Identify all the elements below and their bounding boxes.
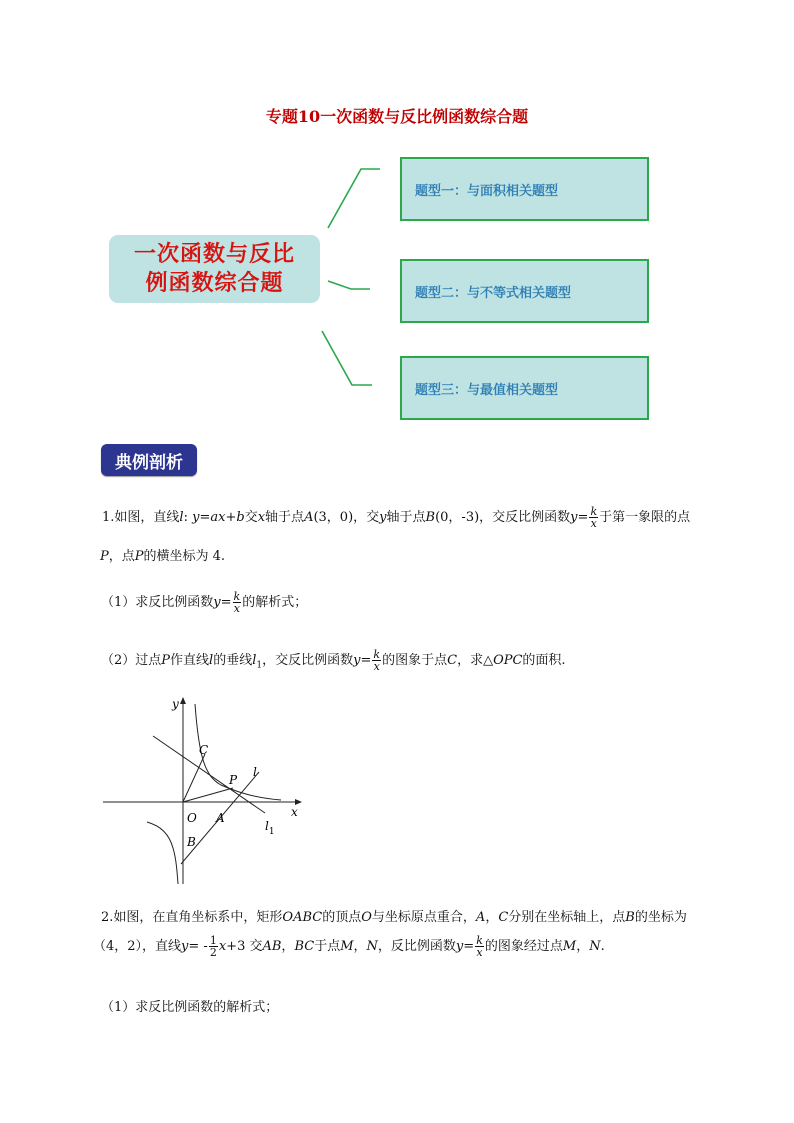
q1-text: ，交反比例函数	[262, 653, 354, 668]
mindmap-type-1	[400, 157, 649, 221]
q1-text: 的图象于点	[382, 653, 448, 668]
q2-var: M	[340, 939, 354, 954]
frac-denominator: x	[373, 660, 380, 673]
q2-text: ，	[281, 939, 295, 954]
frac-numerator: 1	[209, 934, 217, 947]
type-3-label: 题型三：与最值相关题型	[415, 382, 559, 398]
frac-denominator: x	[590, 517, 597, 530]
q1-number: 1.	[102, 510, 115, 525]
q2-part1: （1）求反比例函数的解析式；	[101, 1000, 279, 1015]
q1-var: l	[179, 510, 184, 525]
q1-text: ，点	[108, 549, 135, 564]
q1-var: P	[100, 549, 109, 564]
q2-text: 于点	[314, 939, 341, 954]
q1-figure	[95, 688, 315, 888]
q1-text: （1）求反比例函数	[101, 595, 214, 610]
frac-numerator: k	[373, 648, 381, 661]
fig-label-a: A	[216, 811, 225, 825]
fig-label-l1	[265, 819, 275, 837]
q1-part1	[101, 591, 307, 614]
q2-text: +3 交	[226, 939, 263, 954]
fig-label-x: x	[291, 805, 298, 819]
q1-var: l	[209, 653, 214, 668]
q2-text: 与坐标原点重合，	[371, 910, 476, 925]
q2-var: A	[475, 910, 486, 925]
q2-text: ，	[353, 939, 367, 954]
q2-text: ，	[576, 939, 590, 954]
q1-p1-fraction	[233, 591, 242, 614]
q1-p2-fraction	[372, 649, 381, 672]
mindmap-center-line1: 一次函数与反比	[133, 241, 295, 267]
page-title: 专题10一次函数与反比例函数综合题	[265, 107, 529, 126]
q2-var: AB	[262, 939, 282, 954]
hyperbola-q3	[147, 822, 178, 884]
q1-text: (0，-3)，交反比例函数	[435, 510, 571, 525]
mindmap-center-line2: 例函数综合题	[145, 270, 284, 296]
fig-label-y: y	[172, 697, 179, 711]
segment-op	[183, 788, 233, 802]
q2-line1	[101, 906, 687, 925]
fig-label-c: C	[199, 743, 209, 757]
q2-var: M	[562, 939, 577, 954]
q1-var: P	[161, 653, 171, 668]
q1-var: B	[425, 510, 436, 525]
q1-var: l	[252, 653, 257, 668]
q1-text: =	[360, 653, 372, 668]
q1-fraction	[589, 506, 598, 529]
q2-var: y	[455, 939, 464, 954]
segment-oc	[183, 754, 205, 802]
q1-var: A	[304, 510, 314, 525]
q1-var: y	[570, 510, 578, 525]
q1-text: 作直线	[170, 653, 210, 668]
fig-label-l: l	[253, 765, 257, 779]
q1-text: 的横坐标为 4.	[143, 549, 226, 564]
q2-text: 的图象经过点	[484, 939, 563, 954]
q2-var: y	[181, 939, 189, 954]
q1-text: 的面积.	[522, 653, 566, 668]
q1-text: 如图，直线	[114, 510, 180, 525]
frac-denominator: 2	[209, 946, 217, 959]
q2-var: O	[361, 910, 372, 925]
mindmap-type-2	[400, 259, 649, 323]
q2-var: x	[218, 939, 227, 954]
q1-text: =	[220, 595, 232, 610]
q1-text: 的垂线	[213, 653, 253, 668]
mindmap-type-3	[400, 356, 649, 420]
q1-text: 的解析式；	[242, 595, 308, 610]
q1-text: :	[183, 510, 193, 525]
q2-text: 如图，在直角坐标系中，矩形	[113, 910, 283, 925]
q1-part2	[101, 649, 566, 672]
q1-text: =	[577, 510, 589, 525]
frac-numerator: k	[476, 934, 483, 947]
q1-var: C	[447, 653, 458, 668]
q1-text: =	[199, 510, 211, 525]
fig-label-p: P	[229, 773, 238, 787]
q2-var: BC	[294, 939, 315, 954]
frac-numerator: k	[233, 590, 241, 603]
q2-text: ，反比例函数	[377, 939, 456, 954]
q1-line2	[100, 545, 225, 564]
q2-line2	[93, 935, 605, 958]
frac-denominator: x	[233, 602, 240, 615]
q2-text: 的坐标为	[634, 910, 687, 925]
q2-fraction-2	[475, 935, 484, 958]
q1-text: (3，0)，交	[313, 510, 380, 525]
q2-text: .	[600, 939, 605, 954]
q2-text: 分别在坐标轴上，点	[508, 910, 626, 925]
q2-text: =	[463, 939, 475, 954]
q1-text: 于第一象限的点	[599, 510, 691, 525]
q1-text: 轴于点	[386, 510, 426, 525]
fig-label-l1-main: l	[265, 819, 269, 833]
q1-var: y	[379, 510, 387, 525]
q2-fraction	[209, 935, 218, 958]
q1-subscript: 1	[256, 660, 263, 671]
q1-var: OPC	[493, 653, 523, 668]
frac-denominator: x	[476, 946, 483, 959]
q1-var: P	[134, 549, 144, 564]
q2-var: OABC	[282, 910, 323, 925]
line-l1	[153, 736, 265, 813]
type-1-label: 题型一：与面积相关题型	[415, 183, 559, 199]
type-2-label: 题型二：与不等式相关题型	[415, 285, 572, 301]
q1-var: y	[213, 595, 221, 610]
q2-text: （4，2），直线	[93, 939, 182, 954]
fig-label-b: B	[187, 835, 196, 849]
q1-text: ，求△	[457, 653, 494, 668]
q2-var: N	[589, 939, 601, 954]
frac-numerator: k	[590, 505, 598, 518]
q1-var: ax	[210, 510, 226, 525]
mindmap-center	[109, 235, 320, 303]
q2-number: 2.	[101, 910, 114, 925]
q2-var: N	[366, 939, 378, 954]
section-badge: 典例剖析	[101, 444, 197, 476]
q1-var: y	[353, 653, 361, 668]
mindmap-connectors	[0, 0, 794, 440]
q1-var: x	[257, 510, 266, 525]
q2-text: ，	[485, 910, 499, 925]
fig-label-o: O	[187, 811, 197, 825]
q1-var: y	[192, 510, 200, 525]
q2-var: B	[625, 910, 635, 925]
q1-var: +b	[225, 510, 245, 525]
q2-text: = -	[188, 939, 208, 954]
q1-line1	[102, 506, 690, 529]
q1-text: 轴于点	[265, 510, 305, 525]
q1-text: （2）过点	[101, 653, 162, 668]
q2-text: 的顶点	[322, 910, 362, 925]
q2-var: C	[498, 910, 509, 925]
fig-label-l1-sub: 1	[268, 827, 275, 837]
q1-text: 交	[244, 510, 258, 525]
